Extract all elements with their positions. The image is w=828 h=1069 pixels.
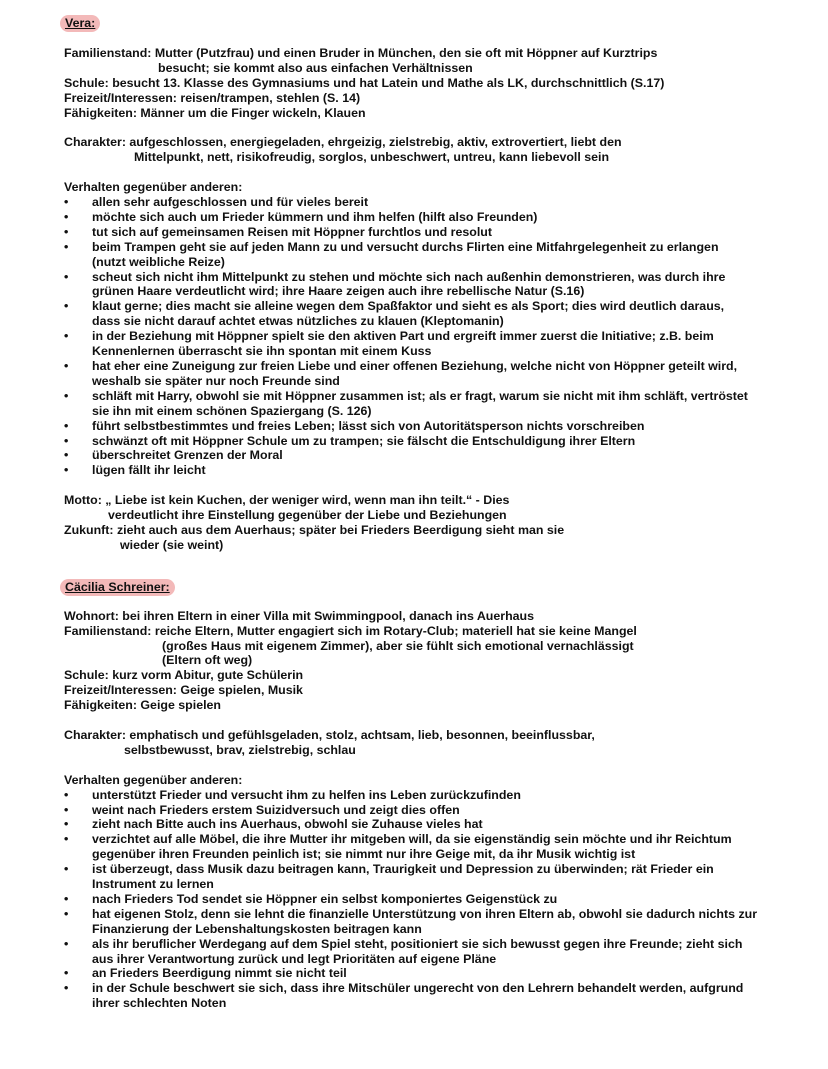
list-item: • zieht nach Bitte auch ins Auerhaus, obwohl sie Zuhause vieles hat (64, 817, 804, 832)
vera-zukunft: Zukunft: zieht auch aus dem Auerhaus; später bei Frieders Beerdigung sieht man sie (64, 522, 565, 537)
list-item: • ist überzeugt, dass Musik dazu beitragen kann, Traurigkeit und Depression zu überwinden; rät Frieder ein (64, 862, 804, 877)
list-item: • klaut gerne; dies macht sie alleine wegen dem Spaßfaktor und sieht es als Sport; dies wird deutlich daraus, (64, 299, 804, 314)
list-item-cont: grünen Haare verdeutlicht wird; ihre Haare zeigen auch ihre rebellische Natur (S.16) (92, 284, 585, 299)
vera-motto: Motto: „ Liebe ist kein Kuchen, der weniger wird, wenn man ihn teilt.“ - Dies (64, 493, 510, 508)
caecilia-familienstand-cont2: (Eltern oft weg) (162, 653, 253, 668)
caecilia-schule: Schule: kurz vorm Abitur, gute Schülerin (64, 668, 304, 683)
vera-familienstand: Familienstand: Mutter (Putzfrau) und einen Bruder in München, den sie oft mit Höppner auf Kurztrips (64, 46, 658, 60)
list-item: • hat eigenen Stolz, denn sie lehnt die finanzielle Unterstützung von ihren Eltern ab, obwohl sie dadurch nichts zur (64, 907, 804, 922)
list-item-cont: weshalb sie später nur noch Freunde sind (92, 373, 340, 388)
list-item: • hat eher eine Zuneigung zur freien Liebe und einer offenen Beziehung, welche nicht von Höppner geteilt wird, (64, 359, 804, 374)
list-item: • unterstützt Frieder und versucht ihm zu helfen ins Leben zurückzufinden (64, 788, 804, 803)
list-item: • allen sehr aufgeschlossen und für vieles bereit (64, 195, 804, 210)
list-item-cont: (nutzt weibliche Reize) (92, 254, 225, 269)
list-item-cont: gegenüber ihren Freunden peinlich ist; sie nimmt nur ihre Geige mit, da ihr Musik wichtig ist (92, 847, 636, 862)
vera-heading: Vera: (60, 15, 100, 32)
list-item: • in der Beziehung mit Höppner spielt sie den aktiven Part und ergreift immer zuerst die Initiative; z.B. beim (64, 329, 804, 344)
caecilia-faehigkeiten: Fähigkeiten: Geige spielen (64, 698, 221, 713)
vera-zukunft-cont: wieder (sie weint) (120, 537, 224, 552)
list-item: • nach Frieders Tod sendet sie Höppner ein selbst komponiertes Geigenstück zu (64, 892, 804, 907)
list-item: • überschreitet Grenzen der Moral (64, 448, 804, 463)
vera-charakter-cont: Mittelpunkt, nett, risikofreudig, sorglos, unbeschwert, untreu, kann liebevoll sein (134, 150, 610, 165)
list-item-cont: sie ihn mit einem schönen Spaziergang (S. 126) (92, 403, 372, 418)
caecilia-familienstand-cont: (großes Haus mit eigenem Zimmer), aber sie fühlt sich emotional vernachlässigt (162, 638, 634, 653)
list-item-cont: ihrer schlechten Noten (92, 996, 227, 1011)
caecilia-familienstand: Familienstand: reiche Eltern, Mutter engagiert sich im Rotary-Club; materiell hat sie keine Mangel (64, 623, 637, 638)
list-item: • scheut sich nicht ihm Mittelpunkt zu stehen und möchte sich nach außenhin demonstrieren, was durch ihre (64, 270, 804, 285)
vera-schule: Schule: besucht 13. Klasse des Gymnasiums und hat Latein und Mathe als LK, durchschnittlich (S.17) (64, 75, 665, 90)
list-item: • führt selbstbestimmtes und freies Leben; lässt sich von Autoritätsperson nichts vorschreiben (64, 419, 804, 434)
caecilia-charakter-cont: selbstbewusst, brav, zielstrebig, schlau (124, 742, 356, 757)
list-item: • beim Trampen geht sie auf jeden Mann zu und versucht durchs Flirten eine Mitfahrgelegenheit zu erlangen (64, 240, 804, 255)
list-item-cont: Finanzierung der Lebenshaltungskosten beitragen kann (92, 921, 422, 936)
caecilia-charakter: Charakter: emphatisch und gefühlsgeladen, stolz, achtsam, lieb, besonnen, beeinflussbar, (64, 728, 595, 742)
list-item: • möchte sich auch um Frieder kümmern und ihm helfen (hilft also Freunden) (64, 210, 804, 225)
list-item: • schwänzt oft mit Höppner Schule um zu trampen; sie fälscht die Entschuldigung ihrer Eltern (64, 434, 804, 449)
vera-faehigkeiten: Fähigkeiten: Männer um die Finger wickeln, Klauen (64, 105, 366, 120)
list-item-cont: aus ihrer Verantwortung zurück und legt Prioritäten auf eigene Pläne (92, 951, 497, 966)
list-item: • an Frieders Beerdigung nimmt sie nicht teil (64, 966, 804, 981)
caecilia-verhalten-list (64, 788, 804, 1012)
vera-familienstand-cont: besucht; sie kommt also aus einfachen Verhältnissen (158, 60, 473, 75)
caecilia-verhalten-label: Verhalten gegenüber anderen: (64, 772, 243, 787)
list-item: • weint nach Frieders erstem Suizidversuch und zeigt dies offen (64, 803, 804, 818)
caecilia-wohnort: Wohnort: bei ihren Eltern in einer Villa mit Swimmingpool, danach ins Auerhaus (64, 608, 534, 623)
list-item: • verzichtet auf alle Möbel, die ihre Mutter ihr mitgeben will, da sie eigenständig sein möchte und ihr Reichtum (64, 832, 804, 847)
list-item: • als ihr beruflicher Werdegang auf dem Spiel steht, positioniert sie sich bewusst gegen ihre Freunde; zieht sich (64, 937, 804, 952)
list-item-cont: dass sie nicht darauf achtet etwas nützliches zu klauen (Kleptomanin) (92, 314, 504, 329)
document-page (64, 12, 804, 1011)
list-item: • in der Schule beschwert sie sich, dass ihre Mitschüler ungerecht von den Lehrern behandelt werden, aufgrund (64, 981, 804, 996)
list-item: • tut sich auf gemeinsamen Reisen mit Höppner furchtlos und resolut (64, 225, 804, 240)
vera-verhalten-list (64, 195, 804, 478)
vera-freizeit: Freizeit/Interessen: reisen/trampen, stehlen (S. 14) (64, 90, 361, 105)
caecilia-freizeit: Freizeit/Interessen: Geige spielen, Musik (64, 683, 303, 698)
list-item: • schläft mit Harry, obwohl sie mit Höppner zusammen ist; als er fragt, warum sie nicht mit ihm schläft, vertröstet (64, 389, 804, 404)
list-item-cont: Instrument zu lernen (92, 877, 214, 892)
list-item-cont: Kennenlernen überrascht sie ihn spontan mit einem Kuss (92, 344, 432, 359)
list-item: • lügen fällt ihr leicht (64, 463, 804, 478)
caecilia-heading: Cäcilia Schreiner: (60, 579, 175, 596)
vera-charakter: Charakter: aufgeschlossen, energiegeladen, ehrgeizig, zielstrebig, aktiv, extrovertiert, liebt den (64, 135, 622, 150)
vera-motto-cont: verdeutlicht ihre Einstellung gegenüber der Liebe und Beziehungen (108, 508, 507, 523)
vera-verhalten-label: Verhalten gegenüber anderen: (64, 180, 243, 195)
